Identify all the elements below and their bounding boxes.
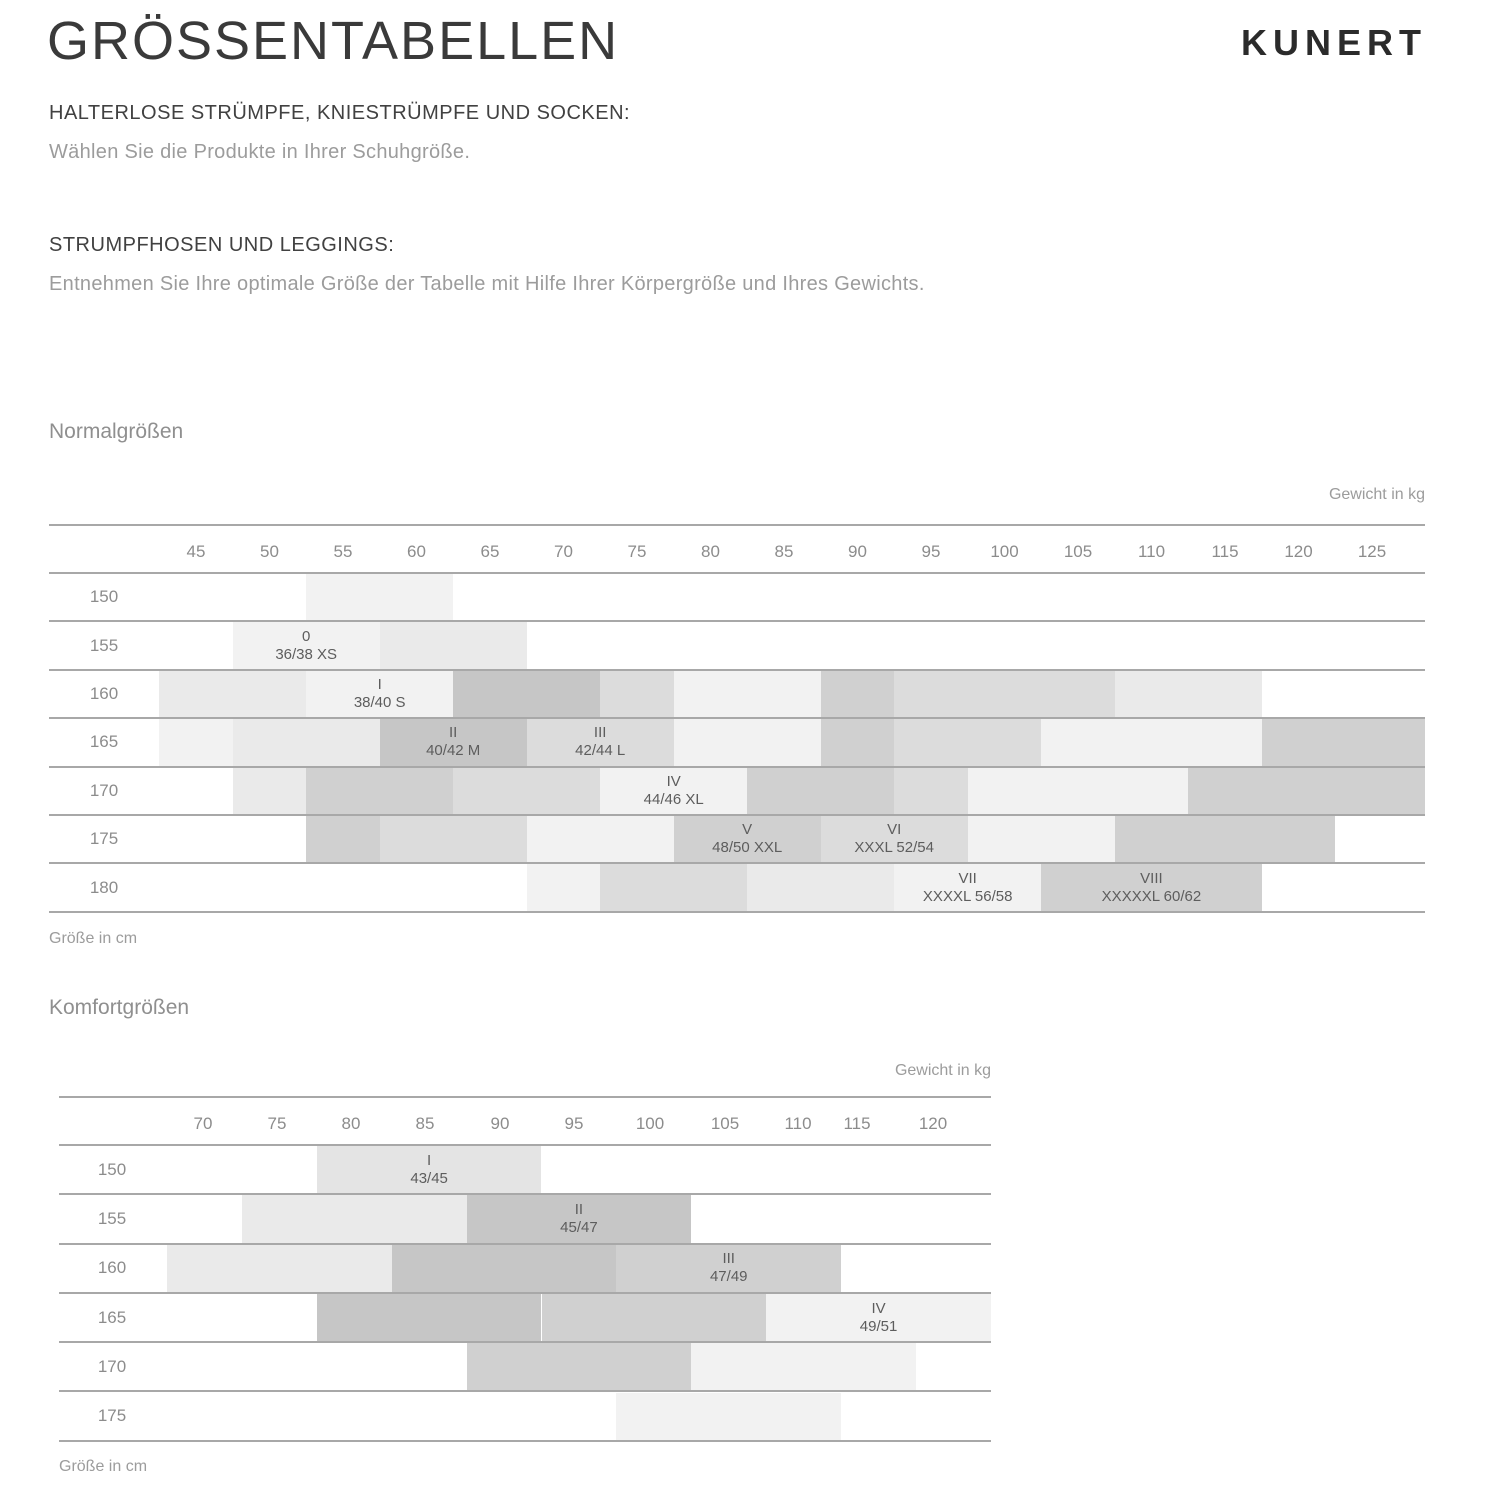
size-table-body	[49, 574, 1425, 913]
weight-axis-label-normal: Gewicht in kg	[1328, 486, 1425, 503]
size-roman-numeral: VIII	[1140, 869, 1163, 887]
size-range-segment	[380, 816, 527, 862]
size-range-segment	[691, 1343, 916, 1390]
height-row-label: 170	[97, 1356, 127, 1376]
height-row-label: 180	[89, 877, 119, 897]
size-roman-numeral: II	[574, 1200, 584, 1218]
size-range-segment	[747, 864, 894, 910]
height-row-label: 155	[89, 635, 119, 655]
weight-tick-label: 115	[843, 1114, 871, 1133]
weight-tick-label: 70	[554, 542, 573, 561]
size-range-segment	[821, 671, 895, 717]
height-row-label: 160	[97, 1258, 127, 1278]
size-label	[644, 773, 704, 809]
size-range-segment	[894, 864, 1041, 910]
brand-logo: KUNERT	[1241, 22, 1427, 63]
size-label	[860, 1300, 898, 1336]
size-label	[354, 676, 406, 712]
weight-tick-label: 115	[1211, 542, 1239, 561]
height-axis-label-komfort: Größe in cm	[59, 1458, 148, 1475]
table-heading-komfort: Komfortgrößen	[49, 996, 190, 1019]
size-range-segment	[467, 1343, 692, 1390]
size-range-segment	[600, 864, 747, 910]
weight-tick-row	[59, 1096, 991, 1146]
size-range-text: 43/45	[410, 1169, 448, 1187]
section-heading-strumpfhosen: STRUMPFHOSEN UND LEGGINGS:	[49, 234, 395, 256]
size-roman-numeral: I	[427, 1151, 432, 1169]
size-range-segment	[674, 671, 821, 717]
size-range-segment	[306, 574, 453, 620]
size-range-segment	[968, 768, 1189, 814]
size-label	[712, 821, 782, 857]
weight-tick-label: 105	[710, 1114, 740, 1133]
size-range-text: 38/40 S	[353, 693, 406, 711]
size-range-segment	[527, 719, 674, 765]
size-range-segment	[1262, 719, 1425, 765]
size-label	[410, 1152, 448, 1188]
size-roman-numeral: IV	[871, 1299, 886, 1317]
size-range-segment	[747, 768, 894, 814]
weight-tick-label: 90	[848, 542, 867, 561]
size-range-segment	[317, 1146, 542, 1193]
size-table-body	[59, 1146, 991, 1442]
size-table-normal	[49, 524, 1425, 913]
size-label	[575, 724, 625, 760]
size-range-segment	[453, 671, 600, 717]
weight-tick-label: 110	[1137, 542, 1166, 561]
table-row	[49, 574, 1425, 622]
size-roman-numeral: VII	[958, 869, 977, 887]
height-row-label: 150	[97, 1159, 127, 1179]
size-range-segment	[467, 1195, 692, 1242]
table-row	[49, 719, 1425, 767]
size-range-segment	[527, 816, 674, 862]
size-range-segment	[600, 768, 747, 814]
height-row-label: 165	[89, 732, 119, 752]
size-range-segment	[242, 1195, 467, 1242]
weight-tick-label: 75	[627, 542, 647, 561]
size-label	[854, 821, 934, 857]
size-range-text: 44/46 XL	[643, 790, 704, 808]
weight-tick-label: 80	[701, 542, 720, 561]
size-range-segment	[159, 719, 233, 765]
size-range-text: 48/50 XXL	[712, 839, 783, 857]
size-range-segment	[306, 816, 380, 862]
weight-tick-label: 120	[918, 1114, 948, 1133]
weight-tick-label: 95	[921, 542, 941, 561]
size-range-text: XXXL 52/54	[854, 839, 934, 857]
weight-axis-label-komfort: Gewicht in kg	[894, 1062, 991, 1079]
page-title: GRÖSSENTABELLEN	[47, 11, 620, 71]
size-range-segment	[1115, 671, 1262, 717]
size-range-text: 42/44 L	[575, 742, 626, 760]
weight-tick-label: 90	[490, 1114, 510, 1133]
height-row-label: 150	[89, 587, 119, 607]
size-range-segment	[380, 622, 527, 668]
weight-tick-label: 75	[267, 1114, 287, 1133]
size-roman-numeral: V	[742, 821, 753, 839]
height-row-label: 155	[97, 1208, 127, 1228]
size-range-text: 47/49	[709, 1268, 748, 1286]
weight-tick-label: 95	[564, 1114, 584, 1133]
size-range-segment	[821, 719, 895, 765]
size-roman-numeral: 0	[302, 627, 311, 645]
table-row	[49, 864, 1425, 912]
section-heading-halterlose: HALTERLOSE STRÜMPFE, KNIESTRÜMPFE UND SOCKEN:	[49, 102, 631, 124]
size-range-segment	[766, 1294, 991, 1341]
weight-tick-label: 45	[186, 542, 206, 561]
size-range-segment	[616, 1393, 841, 1440]
size-label	[426, 724, 480, 760]
table-row	[49, 622, 1425, 670]
size-range-segment	[1041, 719, 1262, 765]
size-range-segment	[159, 671, 306, 717]
table-row	[49, 671, 1425, 719]
size-roman-numeral: III	[722, 1250, 735, 1268]
size-range-segment	[306, 671, 453, 717]
table-row	[59, 1146, 991, 1195]
section-body-strumpfhosen: Entnehmen Sie Ihre optimale Größe der Tabelle mit Hilfe Ihrer Körpergröße und Ihres Gewichts.	[49, 273, 925, 295]
size-table-komfort	[59, 1096, 991, 1442]
weight-tick-label: 85	[415, 1114, 435, 1133]
size-roman-numeral: I	[377, 675, 382, 693]
height-row-label: 175	[89, 829, 119, 849]
size-range-segment	[306, 768, 453, 814]
size-range-segment	[1188, 768, 1425, 814]
size-label	[560, 1201, 598, 1237]
weight-tick-label: 55	[333, 542, 353, 561]
size-range-segment	[616, 1245, 841, 1292]
size-range-text: 45/47	[560, 1218, 598, 1236]
weight-tick-label: 125	[1357, 542, 1387, 561]
size-label	[923, 870, 1013, 906]
size-range-segment	[894, 768, 968, 814]
size-range-text: 40/42 M	[426, 742, 481, 760]
size-roman-numeral: III	[593, 724, 607, 742]
table-row	[49, 768, 1425, 816]
size-range-segment	[968, 816, 1115, 862]
size-range-segment	[542, 1294, 767, 1341]
size-roman-numeral: IV	[666, 772, 681, 790]
weight-tick-label: 70	[193, 1114, 213, 1133]
size-range-segment	[317, 1294, 542, 1341]
size-range-segment	[380, 719, 527, 765]
size-range-segment	[392, 1245, 617, 1292]
size-range-text: 36/38 XS	[275, 645, 338, 663]
size-label	[710, 1250, 748, 1286]
weight-tick-label: 50	[260, 542, 279, 561]
size-label	[275, 628, 337, 664]
height-row-label: 165	[97, 1307, 127, 1327]
size-range-segment	[233, 768, 307, 814]
size-range-segment	[233, 719, 380, 765]
size-range-text: XXXXL 56/58	[922, 887, 1013, 905]
table-row	[59, 1195, 991, 1244]
section-body-halterlose: Wählen Sie die Produkte in Ihrer Schuhgröße.	[49, 141, 471, 163]
size-range-segment	[821, 816, 968, 862]
size-roman-numeral: VI	[887, 821, 902, 839]
size-range-segment	[527, 864, 601, 910]
weight-tick-label: 60	[407, 542, 426, 561]
height-row-label: 160	[89, 683, 119, 703]
size-roman-numeral: II	[449, 724, 458, 742]
weight-tick-label: 85	[774, 542, 794, 561]
table-row	[59, 1245, 991, 1294]
size-range-segment	[167, 1245, 392, 1292]
size-range-segment	[674, 719, 821, 765]
size-range-segment	[233, 622, 380, 668]
table-row	[59, 1294, 991, 1343]
size-range-text: 49/51	[859, 1317, 898, 1335]
table-heading-normal: Normalgrößen	[49, 420, 184, 443]
size-range-segment	[600, 671, 674, 717]
size-range-segment	[453, 768, 600, 814]
table-row	[59, 1343, 991, 1392]
weight-tick-label: 120	[1284, 542, 1313, 561]
table-row	[59, 1393, 991, 1442]
size-range-segment	[1041, 864, 1262, 910]
table-row	[49, 816, 1425, 864]
height-axis-label-normal: Größe in cm	[49, 930, 138, 947]
size-range-segment	[674, 816, 821, 862]
weight-tick-label: 80	[341, 1114, 361, 1133]
weight-tick-label: 100	[990, 542, 1019, 561]
weight-tick-label: 100	[635, 1114, 665, 1133]
height-row-label: 170	[89, 780, 119, 800]
height-row-label: 175	[97, 1406, 127, 1426]
weight-tick-label: 110	[784, 1114, 812, 1133]
size-range-text: XXXXXL 60/62	[1101, 887, 1202, 905]
weight-tick-label: 105	[1063, 542, 1093, 561]
weight-tick-row	[49, 524, 1425, 574]
size-label	[1102, 870, 1202, 906]
size-range-segment	[894, 719, 1041, 765]
weight-tick-label: 65	[480, 542, 500, 561]
size-range-segment	[1115, 816, 1336, 862]
size-range-segment	[894, 671, 1115, 717]
